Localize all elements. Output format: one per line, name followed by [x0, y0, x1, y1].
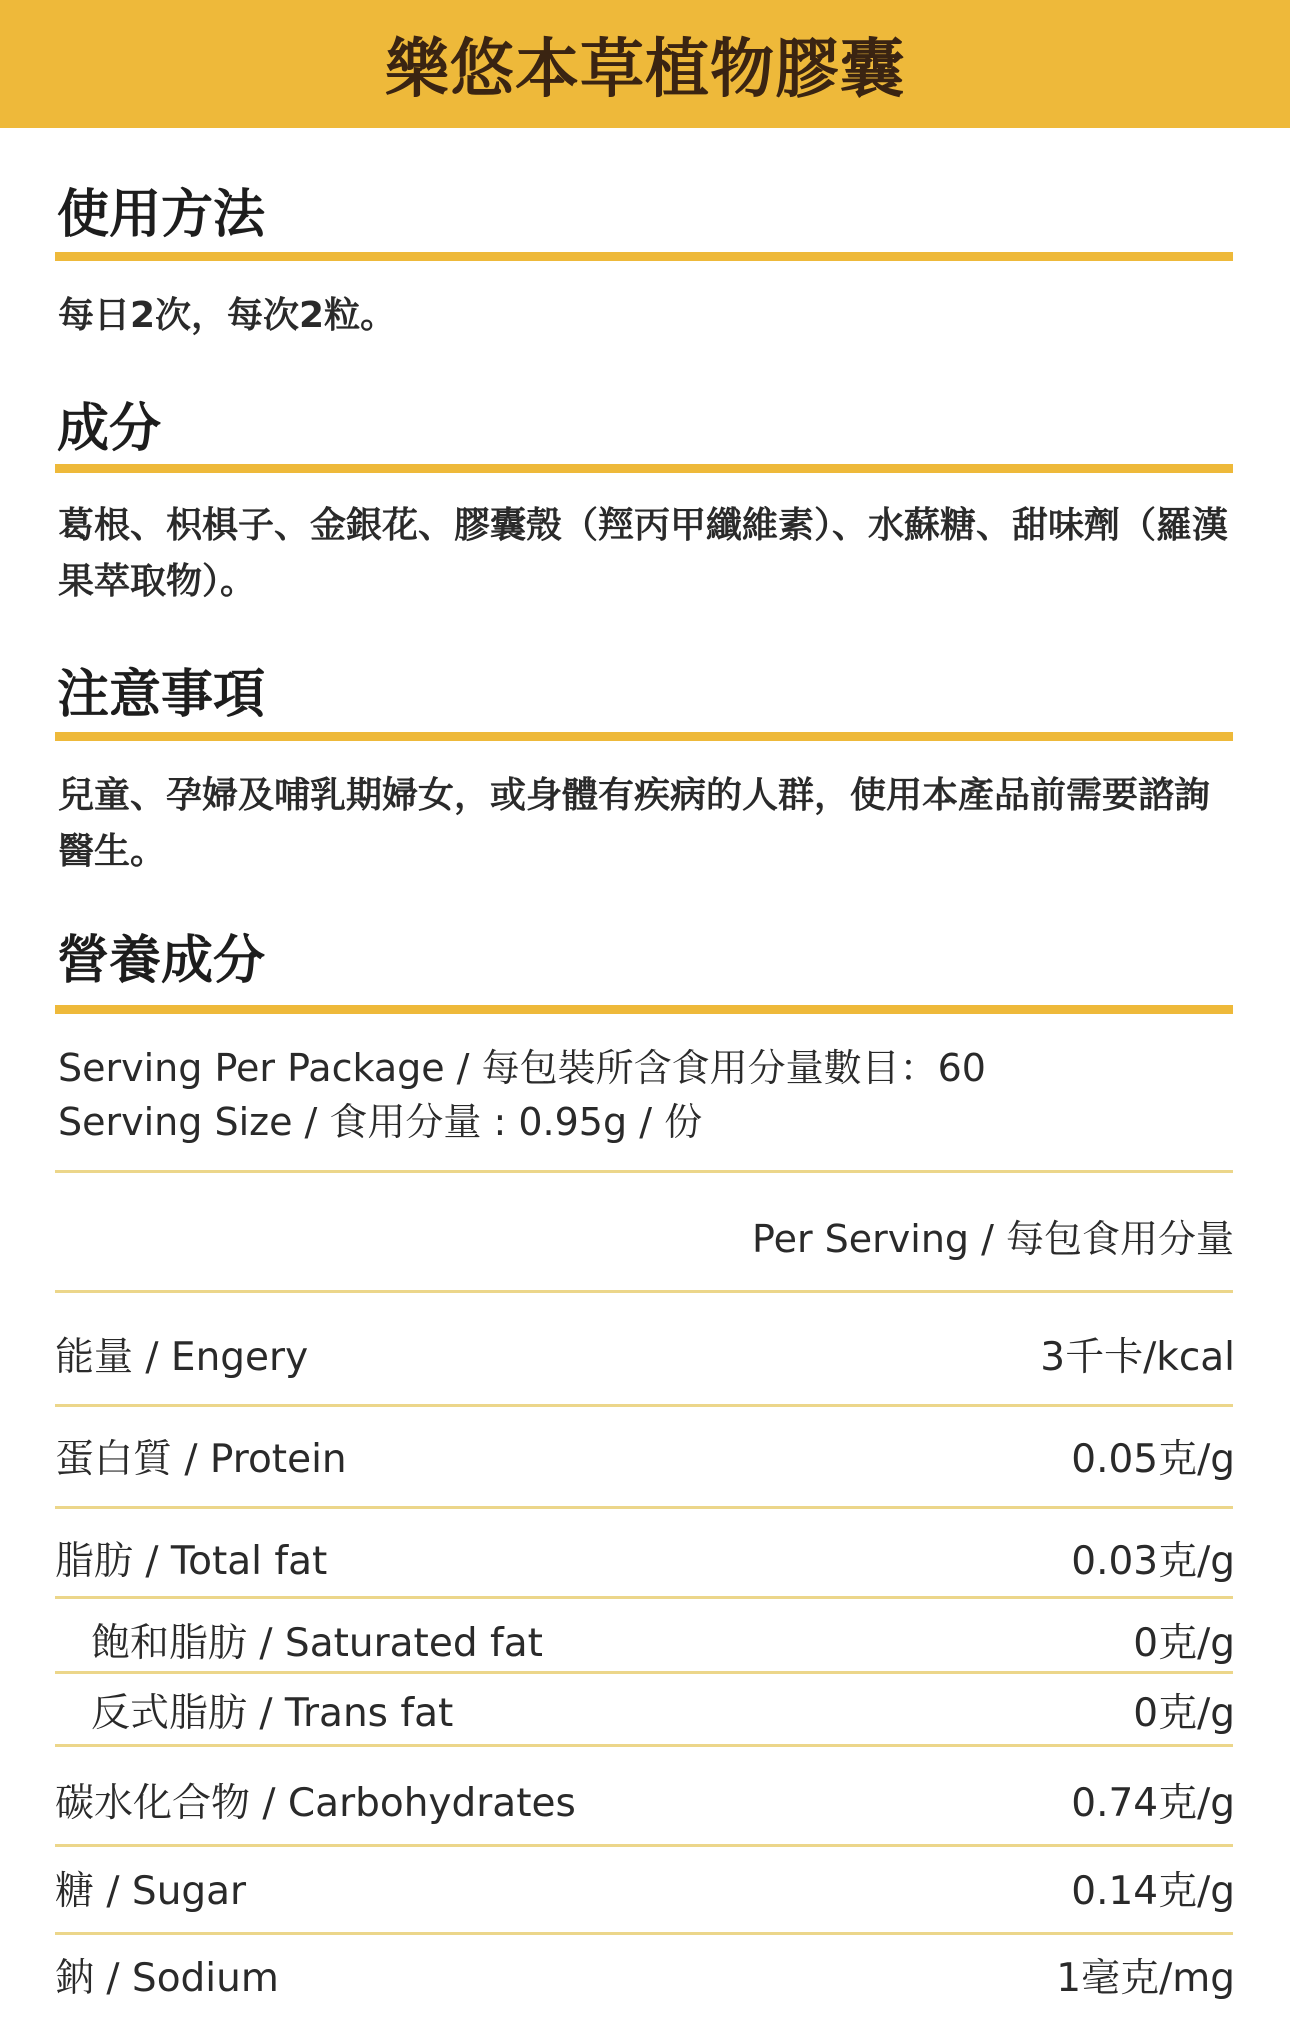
nutrient-label: 蛋白質 / Protein: [55, 1437, 347, 1482]
divider: [55, 1290, 1233, 1293]
nutrient-label: 脂肪 / Total fat: [55, 1539, 328, 1584]
divider: [55, 1596, 1233, 1599]
notes-heading: 注意事項: [57, 665, 266, 725]
nutrient-row-sugar: [55, 1858, 1235, 1918]
notes-text: 兒童、孕婦及哺乳期婦女，或身體有疾病的人群，使用本產品前需要諮詢醫生。: [58, 775, 1211, 872]
nutrient-label: 能量 / Engery: [55, 1335, 309, 1380]
divider: [55, 1671, 1233, 1674]
per-serving-header: Per Serving / 每包食用分量: [752, 1217, 1234, 1261]
nutrient-label: 飽和脂肪 / Saturated fat: [91, 1621, 543, 1666]
nutrient-value: 1毫克/mg: [1056, 1956, 1235, 2001]
nutrient-row-protein: [55, 1426, 1235, 1486]
nutrient-value: 0克/g: [1133, 1691, 1235, 1736]
ingredients-text: 葛根、枳椇子、金銀花、膠囊殼（羥丙甲纖維素）、水蘇糖、甜味劑（羅漢果萃取物）。: [58, 505, 1229, 602]
divider: [55, 1932, 1233, 1935]
nutrient-row-energy: [55, 1324, 1235, 1384]
usage-heading: 使用方法: [57, 185, 266, 245]
divider: [55, 1844, 1233, 1847]
header-banner: [0, 0, 1290, 128]
divider: [55, 1404, 1233, 1407]
nutrient-label: 糖 / Sugar: [55, 1869, 247, 1914]
nutrient-row-trans-fat: [55, 1680, 1235, 1740]
nutrient-row-saturated-fat: [55, 1610, 1235, 1670]
nutrient-row-total-fat: [55, 1528, 1235, 1588]
notes-rule: [55, 732, 1233, 741]
usage-rule: [55, 252, 1233, 261]
nutrient-value: 3千卡/kcal: [1040, 1335, 1235, 1380]
nutrient-row-carbohydrates: [55, 1770, 1235, 1830]
nutrient-label: 鈉 / Sodium: [55, 1956, 279, 2001]
usage-text: 每日2次，每次2粒。: [58, 295, 397, 336]
nutrient-row-sodium: [55, 1945, 1235, 2005]
nutrient-label: 碳水化合物 / Carbohydrates: [55, 1781, 576, 1826]
nutrient-value: 0.74克/g: [1071, 1781, 1235, 1826]
nutrient-label: 反式脂肪 / Trans fat: [91, 1691, 454, 1736]
nutrient-value: 0克/g: [1133, 1621, 1235, 1666]
nutrition-heading: 營養成分: [57, 931, 266, 991]
nutrient-value: 0.03克/g: [1071, 1539, 1235, 1584]
divider: [55, 1170, 1233, 1173]
ingredients-rule: [55, 464, 1233, 473]
serving-per-package: Serving Per Package / 每包裝所含食用分量數目：60: [58, 1046, 986, 1090]
divider: [55, 1506, 1233, 1509]
serving-size: Serving Size / 食用分量 : 0.95g / 份: [58, 1100, 703, 1144]
nutrient-value: 0.05克/g: [1071, 1437, 1235, 1482]
product-title: 樂悠本草植物膠囊: [385, 33, 905, 107]
nutrient-value: 0.14克/g: [1071, 1869, 1235, 1914]
nutrition-rule: [55, 1005, 1233, 1014]
divider: [55, 1744, 1233, 1747]
ingredients-heading: 成分: [57, 399, 162, 459]
